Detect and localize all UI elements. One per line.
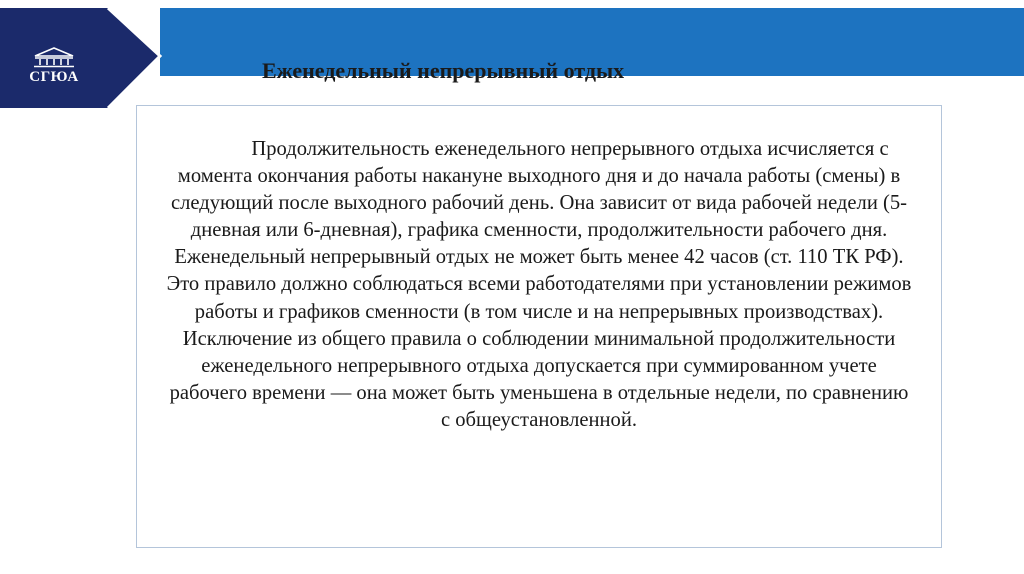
- building-emblem-icon: [31, 46, 77, 68]
- content-box: [136, 105, 942, 548]
- body-paragraph-text: Продолжительность еженедельного непрерывного отдыха исчисляется с момента окончания работы накануне выходного дня и до начала работы (смены) в следующий после выходного рабочий день. Она зависит от вида рабочей недели (5-дневная или 6-дневная), графика сменности, продолжительности рабочего дня. Еженедельный непрерывный отдых не может быть менее 42 часов (ст. 110 ТК РФ). Это правило должно соблюдаться всеми работодателями при установлении режимов работы и графиков сменности (в том числе и на непрерывных производствах). Исключение из общего правила о соблюдении минимальной продолжительности еженедельного непрерывного отдыха допускается при суммированном учете рабочего времени — она может быть уменьшена в отдельные недели, по сравнению с общеустановленной.: [166, 138, 912, 431]
- slide-title: Еженедельный непрерывный отдых: [262, 58, 625, 83]
- university-logo: [18, 46, 90, 94]
- header-bar: [0, 0, 1024, 110]
- header-banner-graphic: [0, 0, 1024, 110]
- logo-text: СГЮА: [29, 69, 79, 85]
- body-paragraph: [163, 136, 915, 434]
